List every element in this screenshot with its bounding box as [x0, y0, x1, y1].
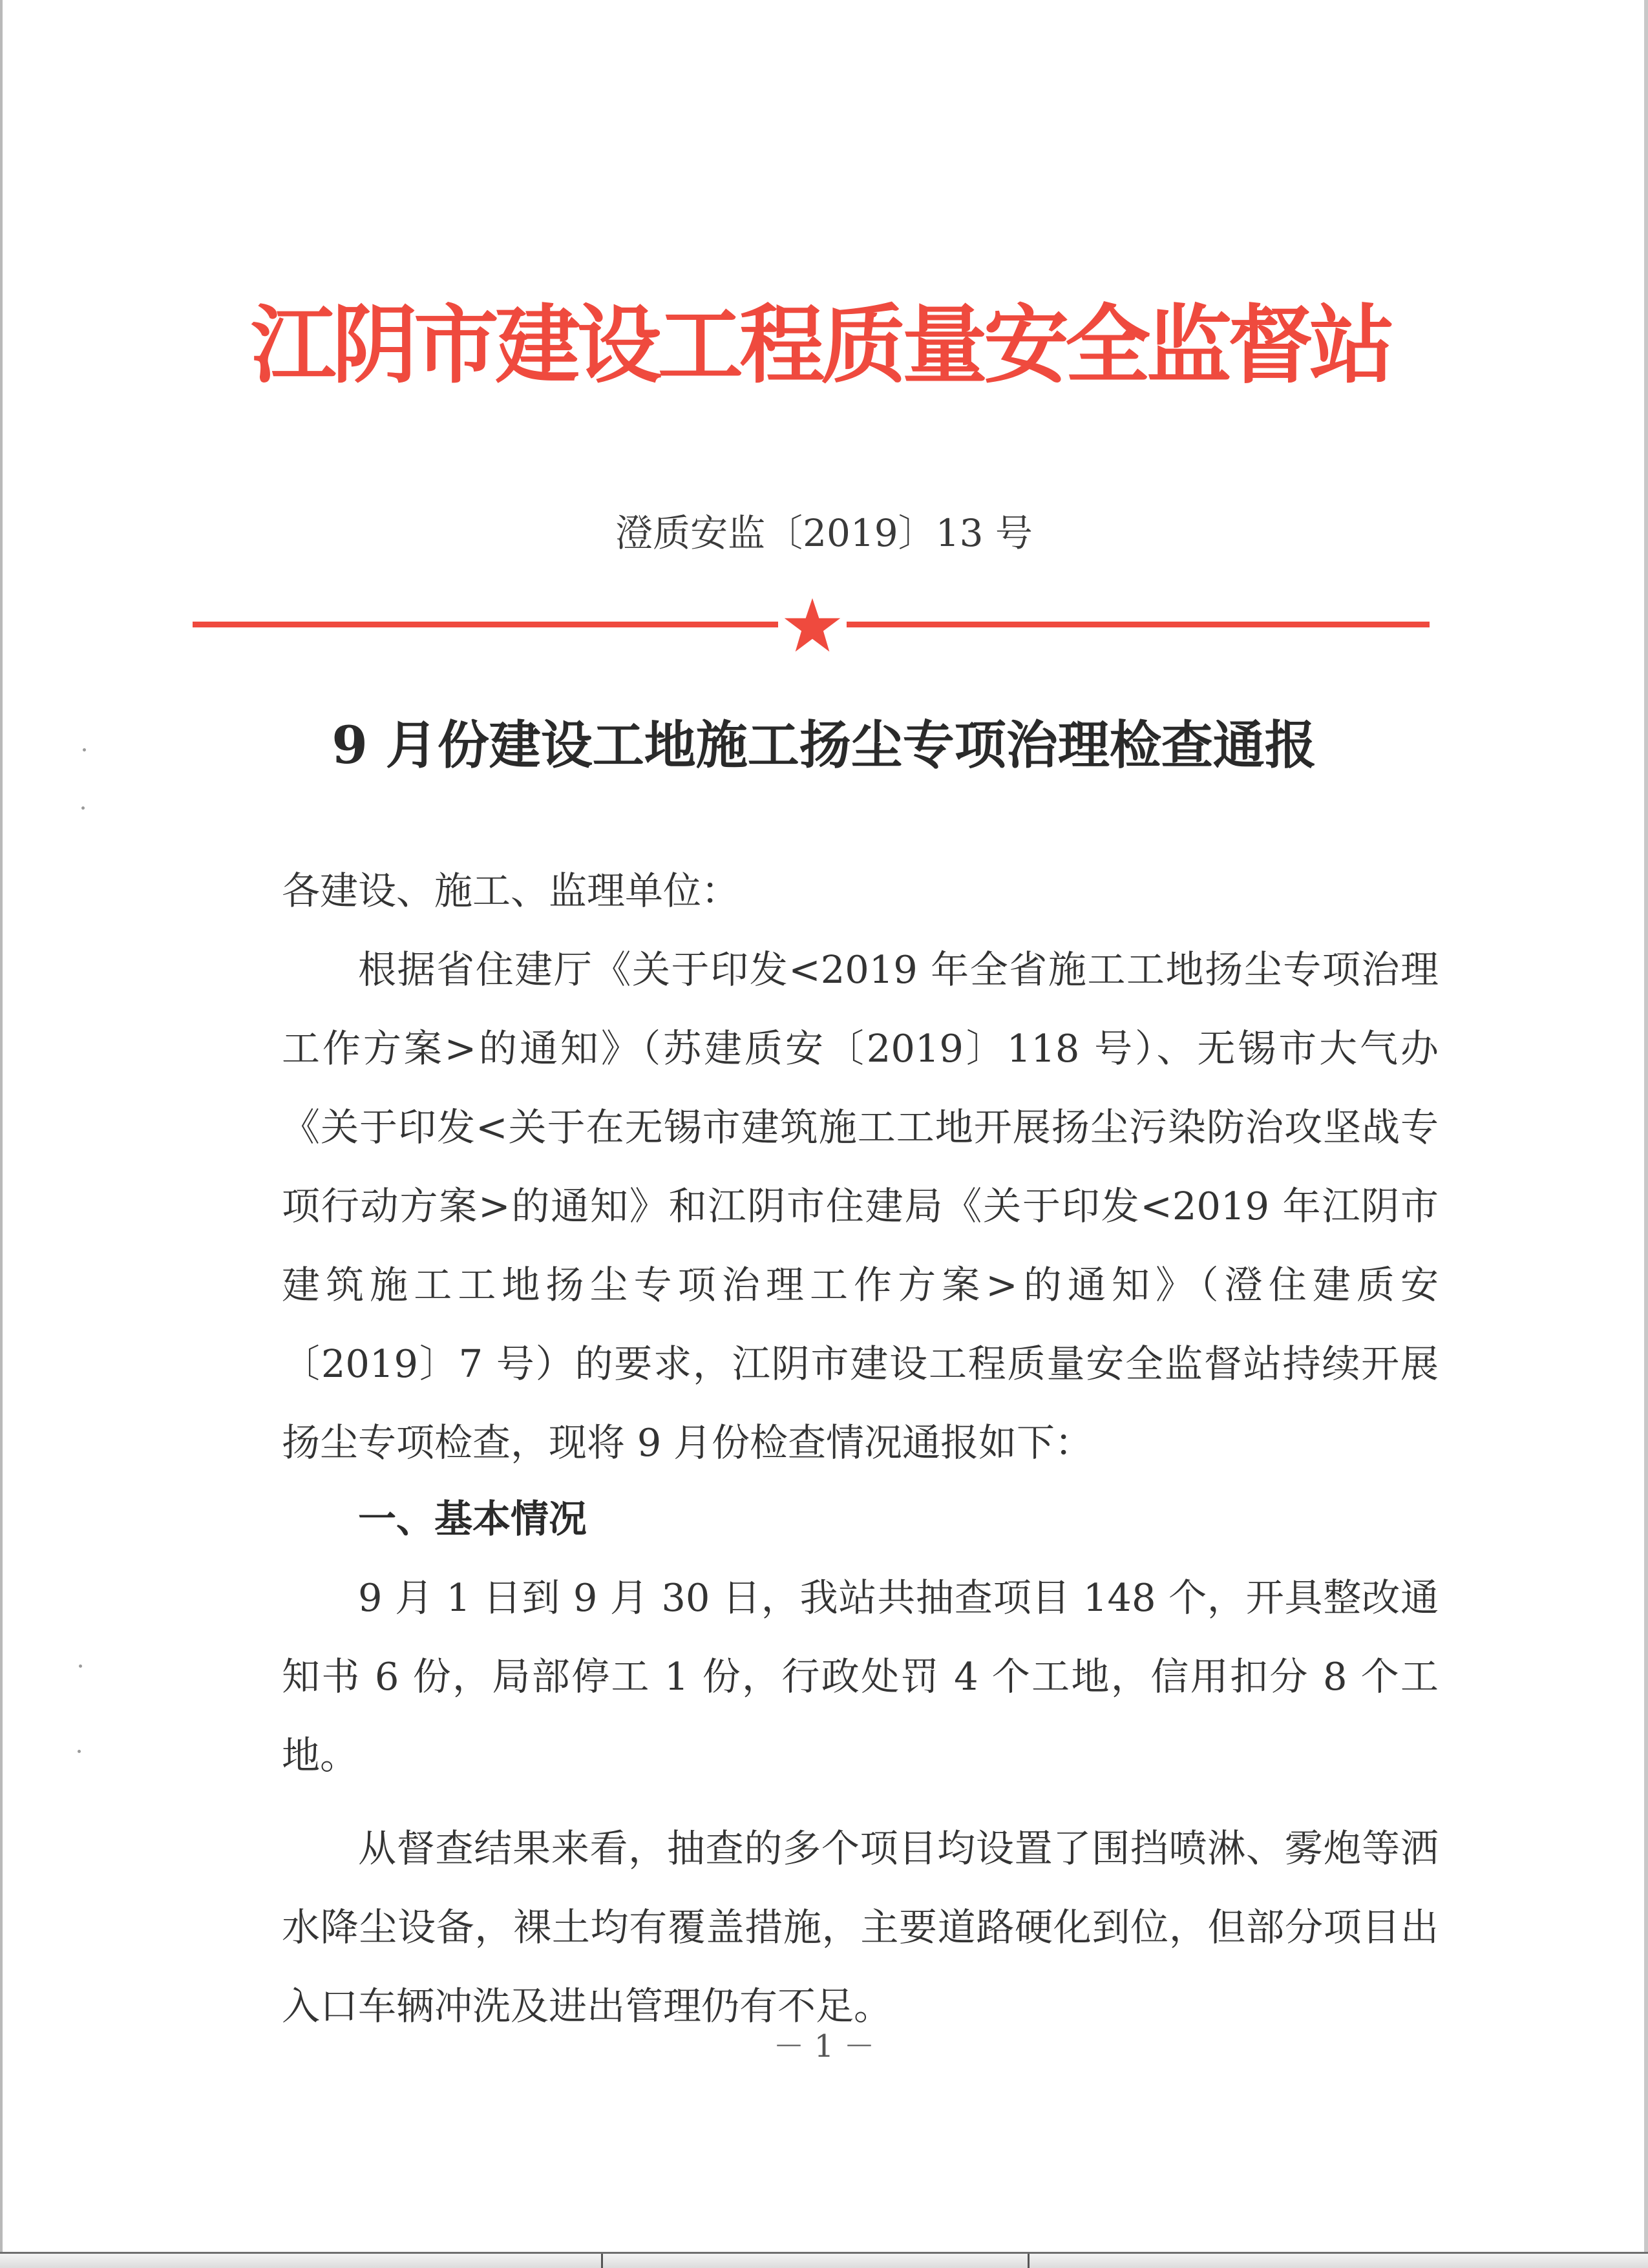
letterhead-title: 江阴市建设工程质量安全监督站 [251, 295, 1391, 395]
salutation: 各建设、施工、监理单位： [282, 868, 740, 913]
scan-speck [81, 806, 85, 810]
scan-bottom-band [0, 2252, 1648, 2268]
red-star-icon [782, 596, 843, 656]
section-heading-basic-situation: 一、基本情况 [358, 1496, 587, 1541]
scan-speck [79, 1664, 82, 1668]
scan-edge-left [0, 0, 3, 2268]
page-number: － 1 － [773, 2028, 875, 2064]
paragraph-basis: 根据省住建厅《关于印发<2019 年全省施工工地扬尘专项治理工作方案>的通知》（苏建质安〔2019〕118 号）、无锡市大气办《关于印发<关于在无锡市建筑施工工地开展扬尘污染防治攻坚战专项行动方案>的通知》和江阴市住建局《关于印发<2019 年江阴市建筑施工工地扬尘专项治理工作方案>的通知》（澄住建质安〔2019〕7 号）的要求，江阴市建设工程质量安全监督站持续开展扬尘专项检查，现将 9 月份检查情况通报如下： [282, 947, 1439, 1465]
scan-speck [78, 1750, 81, 1753]
paragraph-statistics: 9 月 1 日到 9 月 30 日，我站共抽查项目 148 个，开具整改通知书 6 份，局部停工 1 份，行政处罚 4 个工地，信用扣分 8 个工地。 [282, 1575, 1439, 1778]
red-rule-right [847, 622, 1430, 627]
red-rule-left [193, 622, 778, 627]
document-title: 9 月份建设工地施工扬尘专项治理检查通报 [332, 715, 1316, 775]
scan-edge-right [1644, 0, 1648, 2268]
document-number: 澄质安监〔2019〕13 号 [615, 511, 1033, 555]
paragraph-findings: 从督查结果来看，抽查的多个项目均设置了围挡喷淋、雾炮等洒水降尘设备，裸土均有覆盖措施，主要道路硬化到位，但部分项目出入口车辆冲洗及进出管理仍有不足。 [282, 1826, 1439, 2028]
